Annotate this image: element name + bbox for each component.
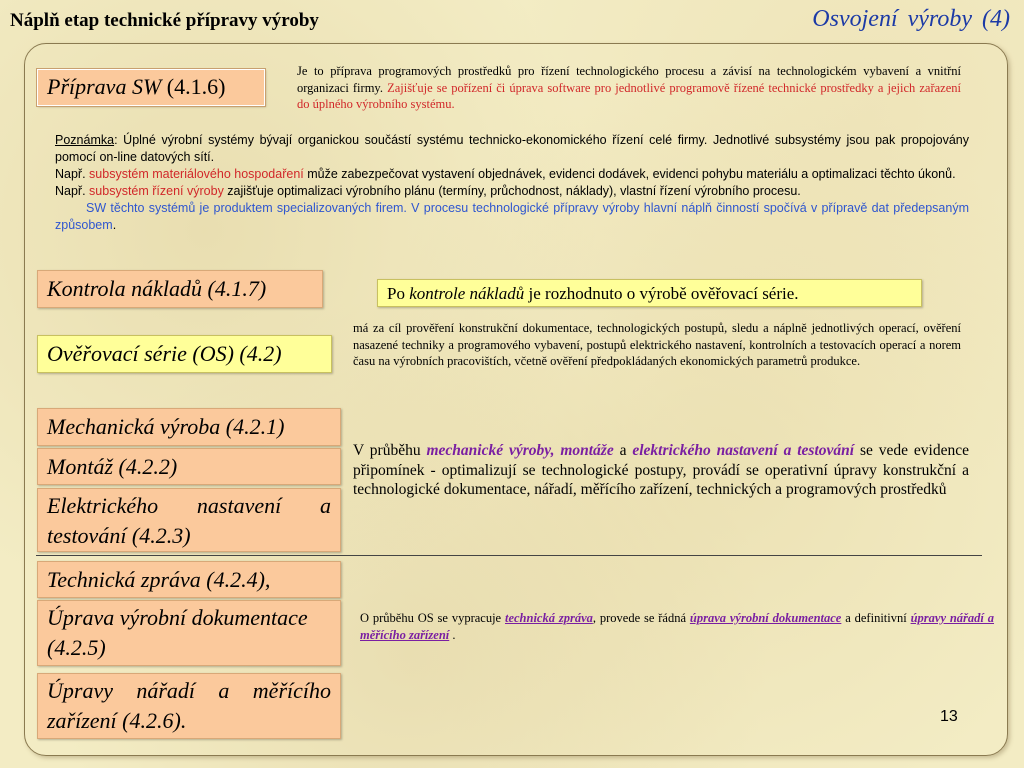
- note-sw-paragraph: [55, 200, 969, 234]
- os-conclusion-link-3: úpravy nářadí a měřícího zařízení: [360, 611, 995, 642]
- note-example-2-prefix: Např.: [55, 184, 90, 198]
- os-conclusion-end: .: [449, 628, 456, 642]
- os-conclusion: [360, 610, 994, 644]
- note-example-1-prefix: Např.: [55, 167, 90, 181]
- note-example-2: [55, 183, 969, 200]
- section-kontrola-nakladu-label: Kontrola nákladů (4.1.7): [47, 276, 267, 301]
- note-paragraph: [55, 132, 969, 166]
- cost-decision-box: [377, 279, 922, 307]
- slide-title: Náplň etap technické přípravy výroby: [10, 10, 319, 31]
- note-text: : Úplné výrobní systémy bývají organickou součástí systému technicko-ekonomického řízení celé firmy. Jednotlivé subsystémy jsou pak propojovány pomocí on-line datových sítí.: [55, 133, 969, 164]
- slide-topic: Osvojení výroby (4): [812, 6, 1010, 32]
- section-technicka-zprava-label: Technická zpráva (4.2.4),: [47, 567, 271, 592]
- cost-decision-text: je rozhodnuto o výrobě ověřovací série.: [524, 284, 799, 303]
- os-conclusion-link-2: úprava výrobní dokumentace: [689, 611, 842, 625]
- section-mechanicka-vyroba-label: Mechanická výroba (4.2.1): [47, 414, 285, 439]
- section-priprava-sw-label: Příprava SW: [47, 74, 162, 99]
- page-number: 13: [940, 708, 958, 725]
- section-uprava-dokumentace-label: Úprava výrobní dokumentace (4.2.5): [47, 605, 308, 660]
- production-description-emphasis-2: elektrického nastavení a testování: [632, 442, 855, 459]
- cost-decision-emphasis: kontrole nákladů: [409, 284, 525, 303]
- section-kontrola-nakladu: [37, 270, 323, 308]
- section-overovaci-serie: [37, 335, 332, 373]
- production-description: [353, 441, 969, 500]
- os-conclusion-text-2: a definitivní: [841, 611, 911, 625]
- section-technicka-zprava: [37, 561, 341, 598]
- divider-line: [36, 555, 982, 556]
- note-example-1-highlight: subsystém materiálového hospodaření: [89, 167, 304, 181]
- os-conclusion-link-1: technická zpráva: [504, 611, 593, 625]
- note-sw-text: SW těchto systémů je produktem specializovaných firem. V procesu technologické přípravy výroby hlavní náplň činností spočívá v přípravě dat předepsaným způsobem: [55, 201, 969, 232]
- section-uprava-dokumentace: [37, 600, 341, 666]
- sw-description: [297, 63, 961, 113]
- section-upravy-naradi-label: Úpravy nářadí a měřícího zařízení (4.2.6).: [47, 678, 331, 733]
- section-elektricke-nastaveni: [37, 488, 341, 552]
- os-description: má za cíl prověření konstrukční dokumentace, technologických postupů, sledu a náplně jednotlivých operací, ověření nasazené techniky a programového vybavení, postupů elektrického nastavení, kontrolních a testovacích operací a norem času na výrobních pracovištích, včetně ověření předpokládaných ekonomických parametrů produkce.: [353, 321, 961, 368]
- sw-description-text: Je to příprava programových prostředků pro řízení technologického procesu a závisí na technologickém vybavení a vnitřní organizaci firmy.: [297, 64, 961, 95]
- cost-decision-prefix: Po: [387, 284, 410, 303]
- production-description-emphasis-1: mechanické výroby, montáže: [426, 442, 614, 459]
- note-example-1-text: může zabezpečovat vystavení objednávek, evidenci dodávek, evidenci pohybu materiálu a optimalizaci těchto úkonů.: [303, 167, 956, 181]
- section-montaz-label: Montáž (4.2.2): [47, 454, 178, 479]
- sw-description-highlight: Zajišťuje se pořízení či úprava software pro jednotlivé programově řízené technické prostředky a jejich zařazení do úplného výrobního systému.: [297, 80, 961, 111]
- note-block: [55, 132, 969, 234]
- section-upravy-naradi: [37, 673, 341, 739]
- production-description-text: se vede evidence připomínek - optimalizují se technologické postupy, provádí se operativní úpravy konstrukční a technologické dokumentace, nářadí, měřícího zařízení, technických a programových prostředků: [353, 442, 969, 498]
- section-mechanicka-vyroba: [37, 408, 341, 446]
- note-example-1: [55, 166, 969, 183]
- section-priprava-sw-code: (4.1.6): [166, 74, 226, 99]
- section-montaz: [37, 448, 341, 485]
- os-conclusion-intro: O průběhu OS se vypracuje: [360, 611, 505, 625]
- section-elektricke-nastaveni-label: Elektrického nastavení a testování (4.2.3): [47, 493, 331, 548]
- production-description-conjunction: a: [613, 442, 633, 459]
- section-priprava-sw: [37, 69, 265, 106]
- section-overovaci-serie-label: Ověřovací série (OS) (4.2): [47, 341, 282, 366]
- production-description-intro: V průběhu: [353, 442, 427, 459]
- note-example-2-text: zajišťuje optimalizaci výrobního plánu (termíny, průchodnost, náklady), vlastní řízení výrobního procesu.: [223, 184, 801, 198]
- note-example-2-highlight: subsystém řízení výroby: [89, 184, 224, 198]
- note-sw-end: .: [112, 218, 117, 232]
- os-conclusion-text-1: , provede se řádná: [592, 611, 690, 625]
- note-label: Poznámka: [55, 133, 115, 147]
